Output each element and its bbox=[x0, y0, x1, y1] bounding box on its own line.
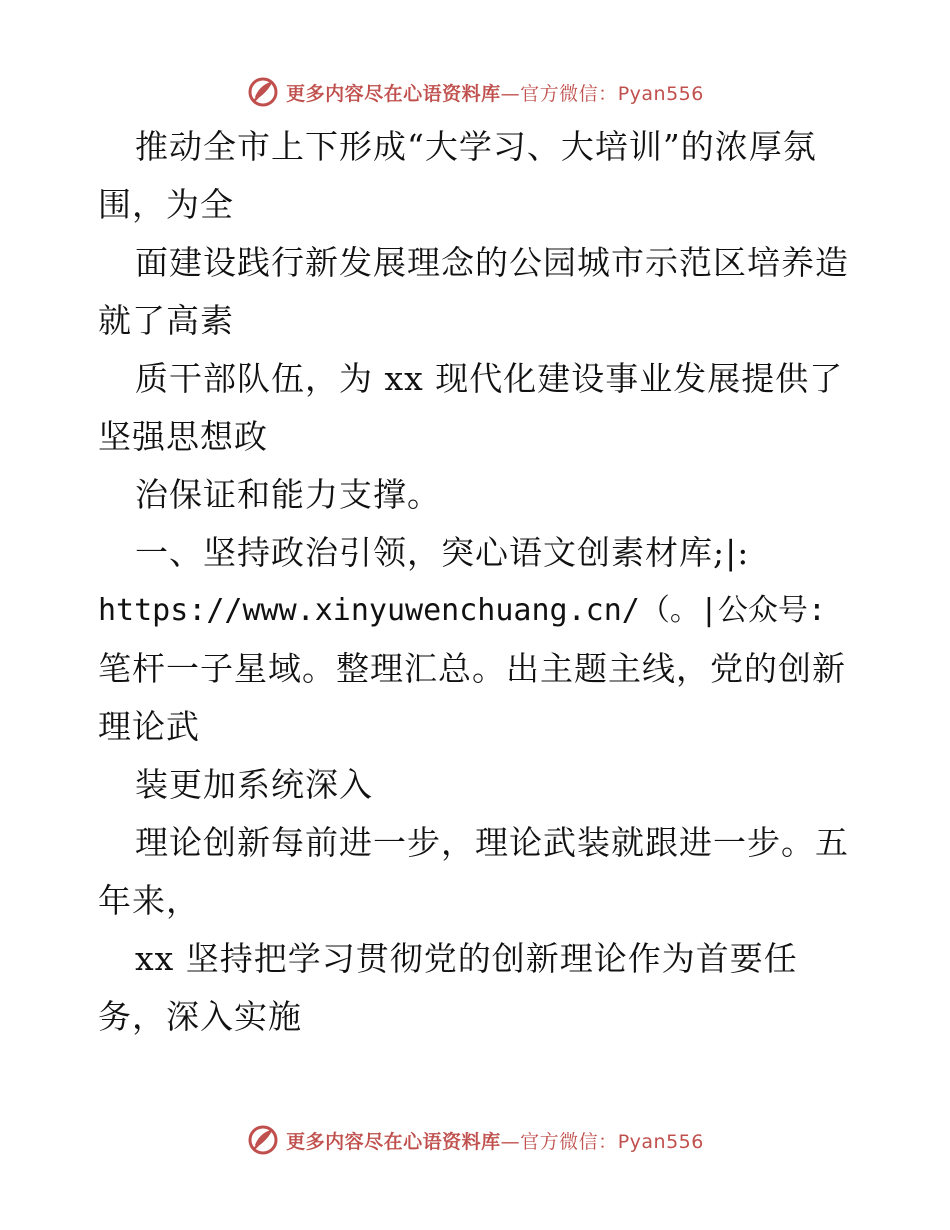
text-line: 理论武 bbox=[98, 707, 200, 746]
section-heading: 一、坚持政治引领，突心语文创素材库;|: bbox=[135, 533, 750, 572]
text-line: 推动全市上下形成“大学习、大培训”的浓厚氛 bbox=[135, 127, 817, 166]
banner-text: 更多内容尽在心语资料库—官方微信：Pyan556 bbox=[286, 82, 704, 105]
text-line: xx 坚持把学习贯彻党的创新理论作为首要任 bbox=[135, 939, 798, 978]
document-body bbox=[98, 118, 858, 1046]
text-line: 质干部队伍，为 xx 现代化建设事业发展提供了 bbox=[135, 359, 844, 398]
text-line: 就了高素 bbox=[98, 301, 234, 340]
text-line: 理论创新每前进一步，理论武装就跟进一步。五 bbox=[135, 823, 849, 862]
text-line: 装更加系统深入 bbox=[135, 765, 373, 804]
text-line: 围，为全 bbox=[98, 185, 234, 224]
text-line: 治保证和能力支撑。 bbox=[135, 475, 441, 514]
header-banner bbox=[0, 72, 950, 112]
text-line: 坚强思想政 bbox=[98, 417, 268, 456]
text-line: 面建设践行新发展理念的公园城市示范区培养造 bbox=[135, 243, 849, 282]
pen-logo-icon bbox=[246, 1123, 280, 1157]
url-line: https://www.xinyuwenchuang.cn/（。|公众号: bbox=[98, 593, 826, 628]
pen-logo-icon bbox=[246, 75, 280, 109]
text-line: 务，深入实施 bbox=[98, 997, 302, 1036]
text-line: 年来， bbox=[98, 881, 200, 920]
banner-text: 更多内容尽在心语资料库—官方微信：Pyan556 bbox=[286, 1130, 704, 1153]
footer-banner bbox=[0, 1120, 950, 1160]
text-line: 笔杆一子星域。整理汇总。出主题主线，党的创新 bbox=[98, 649, 846, 688]
